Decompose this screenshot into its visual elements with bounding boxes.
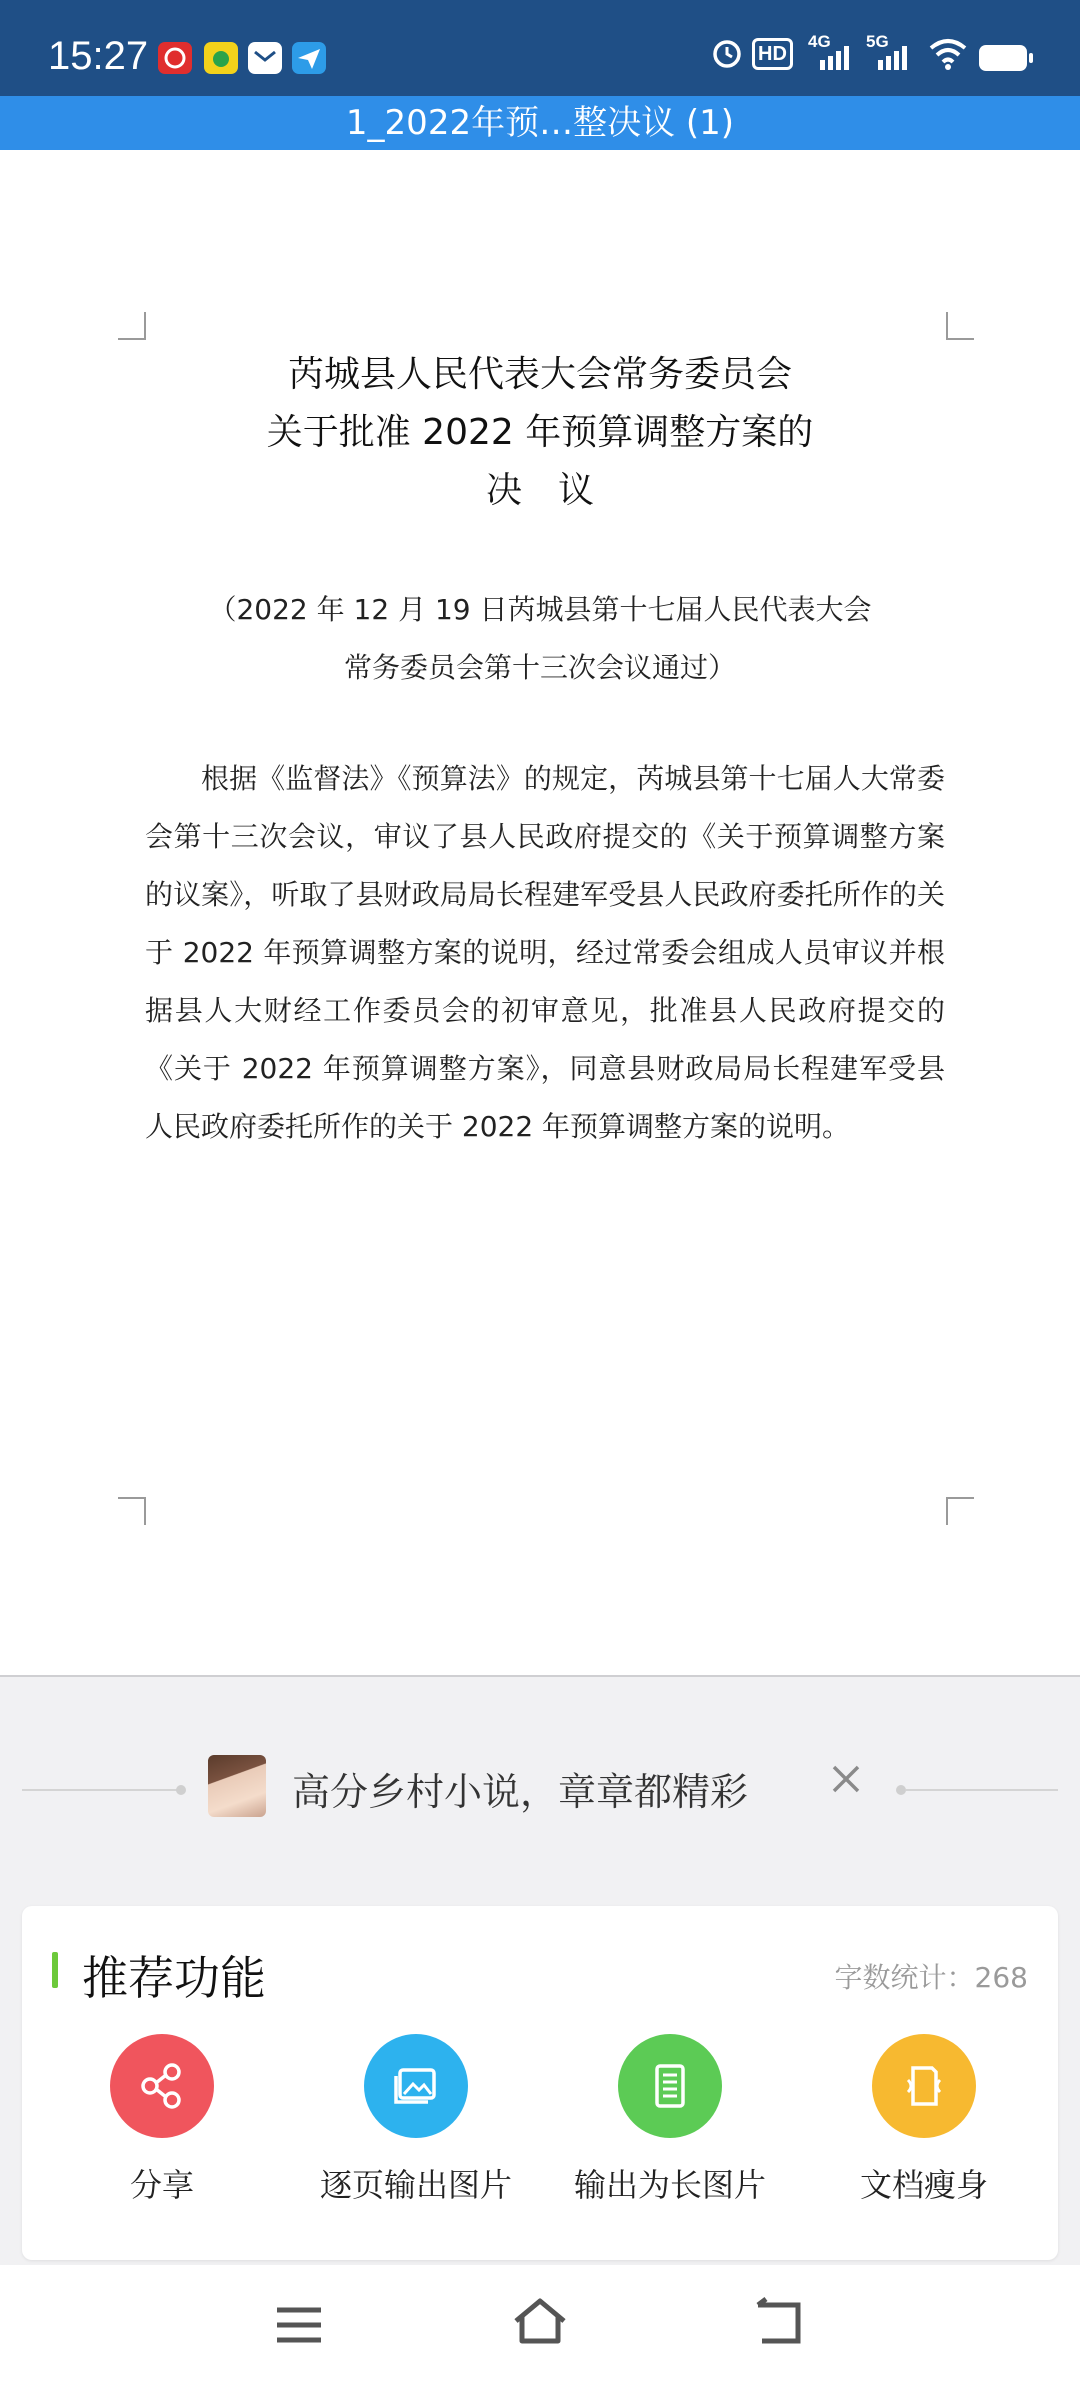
divider	[22, 1789, 182, 1791]
slim-document-label: 文档瘦身	[859, 2166, 988, 2204]
ad-banner[interactable]	[0, 1755, 1080, 1825]
status-time: 15:27	[48, 34, 149, 78]
image-icon[interactable]	[364, 2034, 468, 2138]
slim-document-icon[interactable]	[872, 2034, 976, 2138]
page-corner-mark	[118, 1497, 146, 1525]
share-icon[interactable]	[110, 2034, 214, 2138]
section-accent-bar	[52, 1952, 58, 1988]
divider-dot	[176, 1785, 186, 1795]
recommend-card	[22, 1906, 1058, 2260]
long-image-icon[interactable]	[618, 2034, 722, 2138]
pinduoduo-app-icon	[158, 42, 192, 74]
mail-app-icon	[248, 42, 282, 74]
export-pages-image-button[interactable]	[296, 2034, 536, 2206]
ad-text[interactable]: 高分乡村小说，章章都精彩	[292, 1770, 749, 1814]
send-app-icon	[292, 42, 326, 74]
battery-icon	[978, 44, 1034, 80]
doc-title-line: 关于批准 2022 年预算调整方案的	[266, 412, 814, 453]
doc-subtitle-line: （2022 年 12 月 19 日芮城县第十七届人民代表大会	[208, 593, 872, 626]
doc-paragraph: 根据《监督法》《预算法》的规定，芮城县第十七届人大常委会第十三次会议，审议了县人民政府提交的《关于预算调整方案的议案》，听取了县财政局局长程建军受县人民政府委托所作的关于 2022 年预算调整方案的说明，经过常委会组成人员审议并根据县人大财经工作委员会的初审意见，批准县人民政府提交的《关于 2022 年预算调整方案》，同意县财政局局长程建军受县人民政府委托所作的关于 2022 年预算调整方案的说明。	[145, 762, 945, 1143]
page-corner-mark	[946, 1497, 974, 1525]
divider-dot	[896, 1785, 906, 1795]
doc-title-line: 芮城县人民代表大会常务委员会	[287, 354, 792, 395]
system-nav-bar	[0, 2265, 1080, 2388]
export-pages-image-label: 逐页输出图片	[319, 2166, 512, 2204]
doc-body	[145, 750, 945, 1156]
ad-avatar[interactable]	[208, 1755, 266, 1817]
status-bar: 15:27 HD 4G 5G	[0, 0, 1080, 96]
close-icon[interactable]	[826, 1759, 866, 1809]
word-count[interactable]: 字数统计：268	[834, 1961, 1028, 1994]
back-icon[interactable]	[752, 2297, 806, 2351]
music-app-icon	[204, 42, 238, 74]
doc-title-line: 决 议	[485, 470, 594, 511]
page-corner-mark	[118, 312, 146, 340]
document-page[interactable]	[0, 150, 1080, 1675]
wifi-icon	[928, 36, 968, 72]
page-corner-mark	[946, 312, 974, 340]
menu-icon[interactable]	[274, 2305, 324, 2349]
export-long-image-label: 输出为长图片	[573, 2166, 766, 2204]
alarm-icon	[710, 36, 744, 72]
recommend-title: 推荐功能	[82, 1951, 266, 2005]
divider	[906, 1789, 1058, 1791]
share-button[interactable]	[42, 2034, 282, 2206]
home-icon[interactable]	[510, 2295, 570, 2351]
document-title-bar: 1_2022年预…整决议 (1)	[0, 96, 1080, 150]
slim-document-button[interactable]	[804, 2034, 1044, 2206]
doc-subtitle-line: 常务委员会第十三次会议通过）	[343, 651, 736, 684]
share-label: 分享	[129, 2166, 194, 2204]
export-long-image-button[interactable]	[550, 2034, 790, 2206]
hd-icon: HD	[752, 38, 793, 74]
